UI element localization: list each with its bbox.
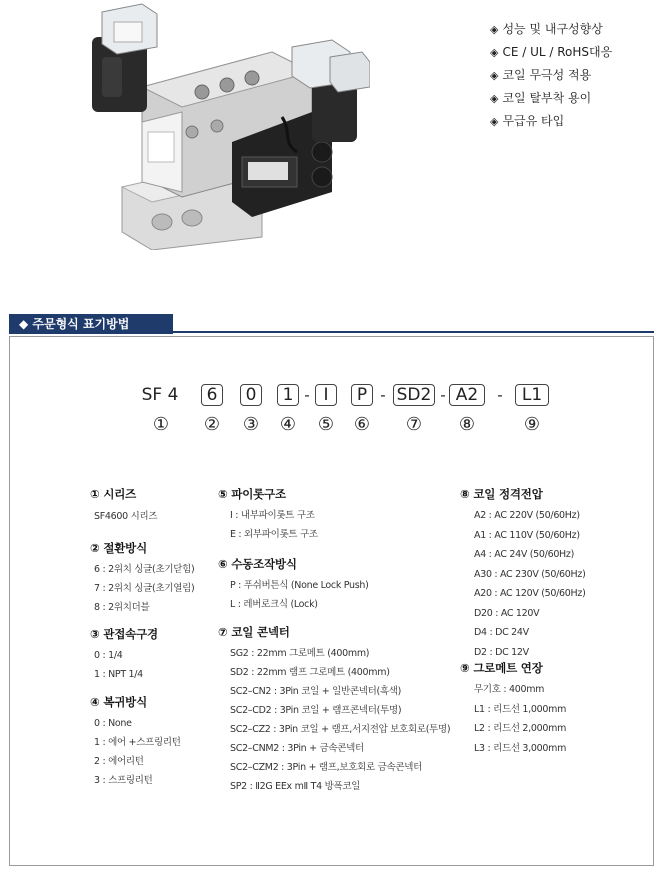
diamond-bullet-icon: ◈ — [490, 92, 499, 105]
feature-item: ◈ CE / UL / RoHS대응 — [490, 45, 613, 59]
diamond-icon: ◆ — [19, 317, 33, 331]
code-part-return: 1 — [277, 384, 299, 406]
code-number: ⑦ — [405, 414, 423, 435]
group-manual: ⑥ 수동조작방식 P : 푸쉬버튼식 (None Lock Push) L : 레버로크식 (Lock) — [218, 557, 369, 610]
group-pilot: ⑤ 파이롯구조 I : 내부파이롯트 구조 E : 외부파이롯트 구조 — [218, 487, 318, 540]
group-switching: ② 절환방식 6 : 2위치 싱글(초기닫힘) 7 : 2위치 싱글(초기열림) 8 : 2위치더블 — [90, 541, 195, 613]
diamond-bullet-icon: ◈ — [490, 46, 499, 59]
group-grommet: ⑨ 그로메트 연장 무기호 : 400mm L1 : 리드선 1,000mm L2 : 리드선 2,000mm L3 : 리드선 3,000mm — [460, 661, 567, 754]
code-part-voltage: A2 — [449, 384, 485, 406]
code-number: ③ — [242, 414, 260, 435]
code-number: ② — [203, 414, 221, 435]
feature-item: ◈ 코일 탈부착 용이 — [490, 91, 592, 105]
code-part-port: 0 — [240, 384, 262, 406]
product-photo — [82, 2, 370, 250]
code-dash: - — [497, 386, 503, 404]
code-part-pilot: I — [315, 384, 337, 406]
diamond-bullet-icon: ◈ — [490, 23, 499, 36]
group-voltage: ⑧ 코일 정격전압 A2 : AC 220V (50/60Hz) A1 : AC 110V (50/60Hz) A4 : AC 24V (50/60Hz) A30 : AC 230V (50/60Hz) A20 : AC 120V (50/60Hz) D20 : AC 120V D4 : DC 24V D2 : DC 12V — [460, 487, 586, 658]
code-part-switching: 6 — [201, 384, 223, 406]
code-part-connector: SD2 — [393, 384, 435, 406]
section-title: ◆ 주문형식 표기방법 — [9, 314, 173, 334]
group-port-size: ③ 관접속구경 0 : 1/4 1 : NPT 1/4 — [90, 627, 158, 680]
diamond-bullet-icon: ◈ — [490, 115, 499, 128]
group-connector: ⑦ 코일 콘넥터 SG2 : 22mm 그로메트 (400mm) SD2 : 22mm 램프 그로메트 (400mm) SC2–CN2 : 3Pin 코일 + 일반콘넥터(흑색) SC2–CD2 : 3Pin 코일 + 램프콘넥터(투명) SC2–CZ2 : 3Pin 코일 + 램프,서지전압 보호회로(투명) SC2–CNM2 : 3Pin + 금속콘넥터 SC2–CZM2 : 3Pin + 램프,보호회로 금속콘넥터 SP2 : Ⅱ2G EEx mⅡ T4 방폭코일 — [218, 625, 451, 792]
group-return: ④ 복귀방식 0 : None 1 : 에어 +스프링리턴 2 : 에어리턴 3 : 스프링리턴 — [90, 695, 181, 786]
code-number: ⑨ — [523, 414, 541, 435]
code-number: ① — [152, 414, 170, 435]
code-number: ⑥ — [353, 414, 371, 435]
feature-item: ◈ 성능 및 내구성향상 — [490, 22, 603, 36]
feature-item: ◈ 코일 무극성 적용 — [490, 68, 592, 82]
code-number: ⑤ — [317, 414, 335, 435]
feature-item: ◈ 무급유 타입 — [490, 114, 565, 128]
code-part-grommet: L1 — [515, 384, 549, 406]
code-dash: - — [304, 386, 310, 404]
feature-list — [490, 18, 612, 133]
code-number: ⑧ — [458, 414, 476, 435]
code-part-series: SF 4 — [141, 385, 179, 405]
code-number: ④ — [279, 414, 297, 435]
diamond-bullet-icon: ◈ — [490, 69, 499, 82]
group-series: ① 시리즈 SF4600 시리즈 — [90, 487, 158, 522]
code-part-manual: P — [351, 384, 373, 406]
code-dash: - — [440, 386, 446, 404]
code-dash: - — [380, 386, 386, 404]
